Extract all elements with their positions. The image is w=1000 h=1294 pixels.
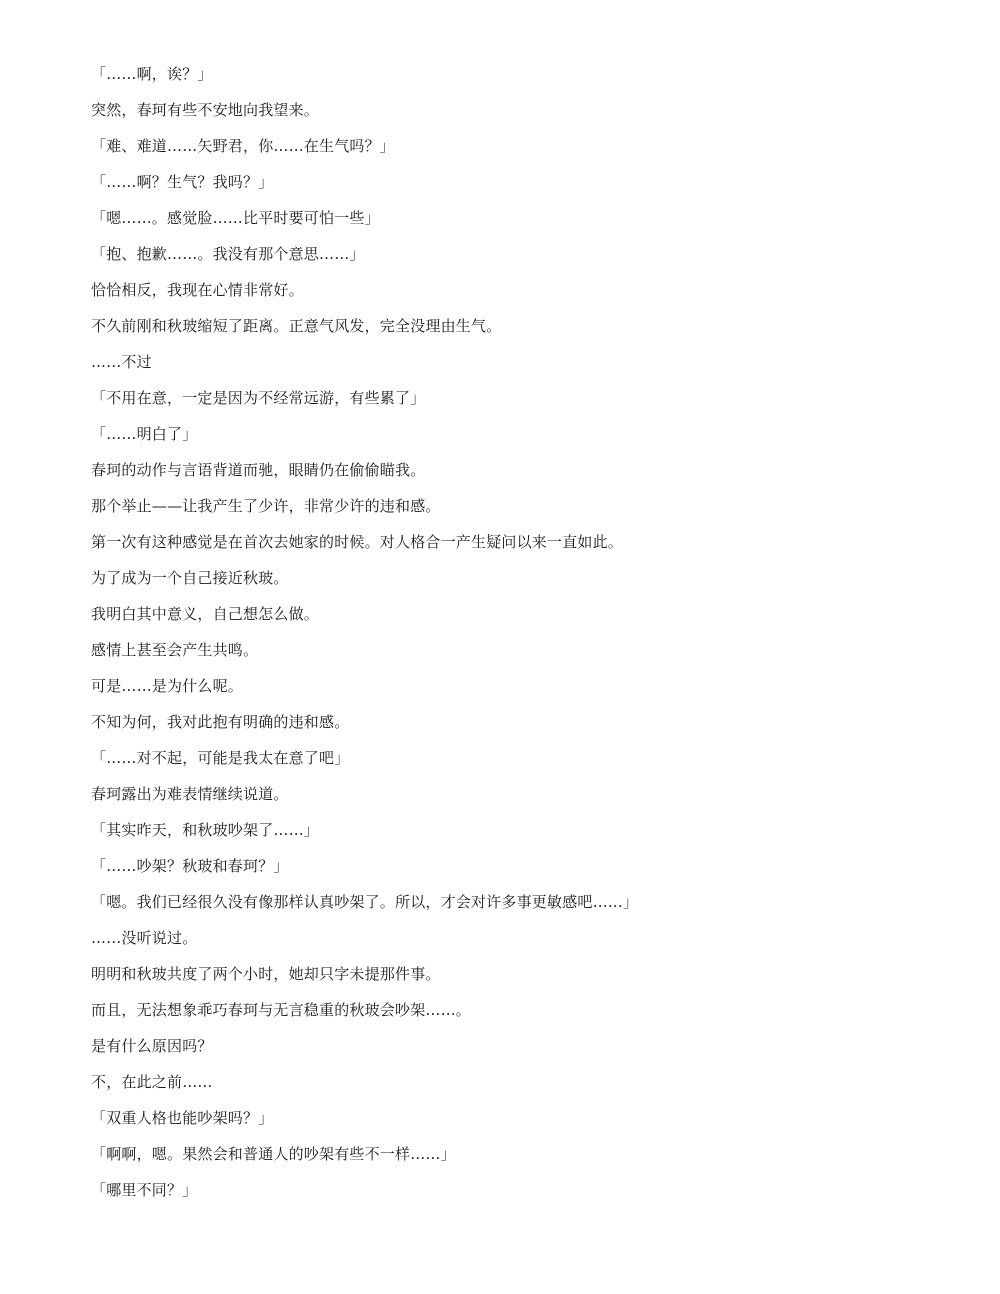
text-line: 不久前刚和秋玻缩短了距离。正意气风发，完全没理由生气。 (91, 317, 502, 335)
text-line: 「……对不起，可能是我太在意了吧」 (91, 749, 350, 767)
text-line: 「嗯。我们已经很久没有像那样认真吵架了。所以，才会对许多事更敏感吧……」 (91, 893, 639, 911)
text-line: 不知为何，我对此抱有明确的违和感。 (91, 713, 350, 731)
text-line: 不，在此之前…… (91, 1073, 213, 1091)
text-line: 「……啊，诶？」 (91, 65, 213, 83)
text-line: 「嗯……。感觉脸……比平时要可怕一些」 (91, 209, 380, 227)
text-line: 「……啊？生气？我吗？」 (91, 173, 274, 191)
text-line: 「……吵架？秋玻和春珂？」 (91, 857, 289, 875)
text-line: 为了成为一个自己接近秋玻。 (91, 569, 289, 587)
text-line: ……没听说过。 (91, 929, 198, 947)
text-line: 可是……是为什么呢。 (91, 677, 244, 695)
text-line: ……不过 (91, 353, 152, 371)
text-line: 明明和秋玻共度了两个小时，她却只字未提那件事。 (91, 965, 441, 983)
text-line: 春珂的动作与言语背道而驰，眼睛仍在偷偷瞄我。 (91, 461, 426, 479)
text-line: 是有什么原因吗？ (91, 1037, 213, 1055)
text-line: 「双重人格也能吵架吗？」 (91, 1109, 274, 1127)
text-line: 感情上甚至会产生共鸣。 (91, 641, 259, 659)
text-body (91, 63, 971, 1215)
text-line: 「……明白了」 (91, 425, 198, 443)
text-line: 我明白其中意义，自己想怎么做。 (91, 605, 320, 623)
text-line: 突然，春珂有些不安地向我望来。 (91, 101, 320, 119)
text-line: 「难、难道……矢野君，你……在生气吗？」 (91, 137, 396, 155)
text-line: 「抱、抱歉……。我没有那个意思……」 (91, 245, 365, 263)
text-line: 「啊啊，嗯。果然会和普通人的吵架有些不一样……」 (91, 1145, 456, 1163)
text-line: 第一次有这种感觉是在首次去她家的时候。对人格合一产生疑问以来一直如此。 (91, 533, 624, 551)
text-line: 春珂露出为难表情继续说道。 (91, 785, 289, 803)
text-line: 「哪里不同？」 (91, 1181, 198, 1199)
text-line: 而且，无法想象乖巧春珂与无言稳重的秋玻会吵架……。 (91, 1001, 472, 1019)
text-line: 「不用在意，一定是因为不经常远游，有些累了」 (91, 389, 426, 407)
text-line: 「其实昨天，和秋玻吵架了……」 (91, 821, 320, 839)
text-line: 那个举止——让我产生了少许，非常少许的违和感。 (91, 497, 441, 515)
text-line: 恰恰相反，我现在心情非常好。 (91, 281, 304, 299)
